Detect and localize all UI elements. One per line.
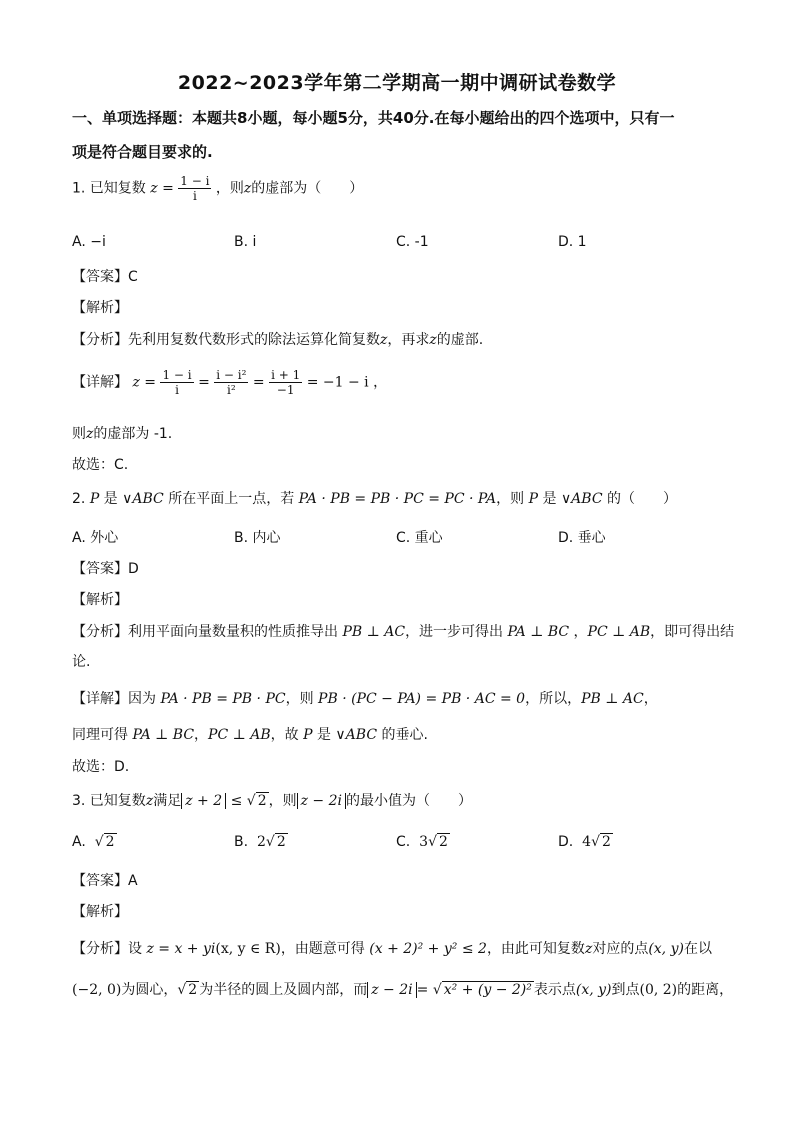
q2-option-a: A. 外心 <box>72 530 119 546</box>
q2-option-b: B. 内心 <box>234 530 281 546</box>
section-heading <box>72 101 732 169</box>
q2-analysis-cont: 论. <box>72 654 91 670</box>
q1-analysis: 【分析】先利用复数代数形式的除法运算化简复数z，再求z的虚部. <box>72 332 484 348</box>
q1-answer: 【答案】C <box>72 269 138 285</box>
q1-option-d: D. 1 <box>558 234 587 250</box>
q3-stem: 3. 已知复数z满足 z + 2 ≤ √ 2 ，则 z − 2i 的最小值为（ ） <box>72 793 473 809</box>
page-title: 2022~2023学年第二学期高一期中调研试卷数学 <box>177 72 617 94</box>
q1-jiexi: 【解析】 <box>72 300 128 316</box>
q2-answer: 【答案】D <box>72 561 139 577</box>
q3-answer: 【答案】A <box>72 873 138 889</box>
q3-analysis-cont: (−2, 0)为圆心，√ 2 为半径的圆上及圆内部，而 z − 2i = √ x² + (y − 2)² 表示点(x, y)到点(0, 2)的距离， <box>72 982 734 998</box>
q2-detail: 【详解】因为 PA · PB = PB · PC，则 PB · (PC − PA) = PB · AC = 0，所以，PB ⊥ AC， <box>72 691 658 707</box>
q1-option-b: B. i <box>234 234 257 250</box>
q1-stem: 1. 已知复数 z = $\frac{1 - i}{i}$ ，则z的虚部为（ ） <box>72 174 364 203</box>
q1-fraction: $\frac{1 - i}{i}$ <box>180 174 210 203</box>
q3-option-d: D. 4√ 2 <box>558 834 611 850</box>
q1-option-c: C. -1 <box>396 234 429 250</box>
section-heading-line2: 项是符合题目要求的. <box>72 143 213 161</box>
q2-analysis: 【分析】利用平面向量数量积的性质推导出 PB ⊥ AC，进一步可得出 PA ⊥ BC ，PC ⊥ AB，即可得出结 <box>72 624 735 640</box>
section-heading-line1: 一、单项选择题：本题共8小题，每小题5分，共40分.在每小题给出的四个选项中，只有一 <box>72 109 675 127</box>
q2-option-d: D. 垂心 <box>558 530 606 546</box>
q1-choose: 故选：C. <box>72 457 129 473</box>
q3-option-b: B. 2√ 2 <box>234 834 286 850</box>
q2-option-c: C. 重心 <box>396 530 443 546</box>
q2-choose: 故选：D. <box>72 759 130 775</box>
q3-analysis: 【分析】设 z = x + yi(x, y ∈ R)，由题意可得 (x + 2)² + y² ≤ 2，由此可知复数z对应的点(x, y)在以 <box>72 941 712 957</box>
q2-same: 同理可得 PA ⊥ BC，PC ⊥ AB，故 P 是 ∨ABC 的垂心. <box>72 727 428 743</box>
q2-stem: 2. P 是 ∨ABC 所在平面上一点，若 PA · PB = PB · PC = PC · PA，则 P 是 ∨ABC 的（ ） <box>72 491 678 507</box>
q1-detail: 【详解】 z = $\frac{1 - i}{i}$ = $\frac{\text{i − i²}}{\text{i²}}$ = $\frac{i + 1}{-1}$ = −1 − i ， <box>72 368 388 397</box>
q1-option-a: A. −i <box>72 234 106 250</box>
q1-result: 则z的虚部为 -1. <box>72 426 173 442</box>
q3-option-a: A. √ 2 <box>72 834 115 850</box>
q3-jiexi: 【解析】 <box>72 904 128 920</box>
q3-option-c: C. 3√ 2 <box>396 834 448 850</box>
q2-jiexi: 【解析】 <box>72 592 128 608</box>
